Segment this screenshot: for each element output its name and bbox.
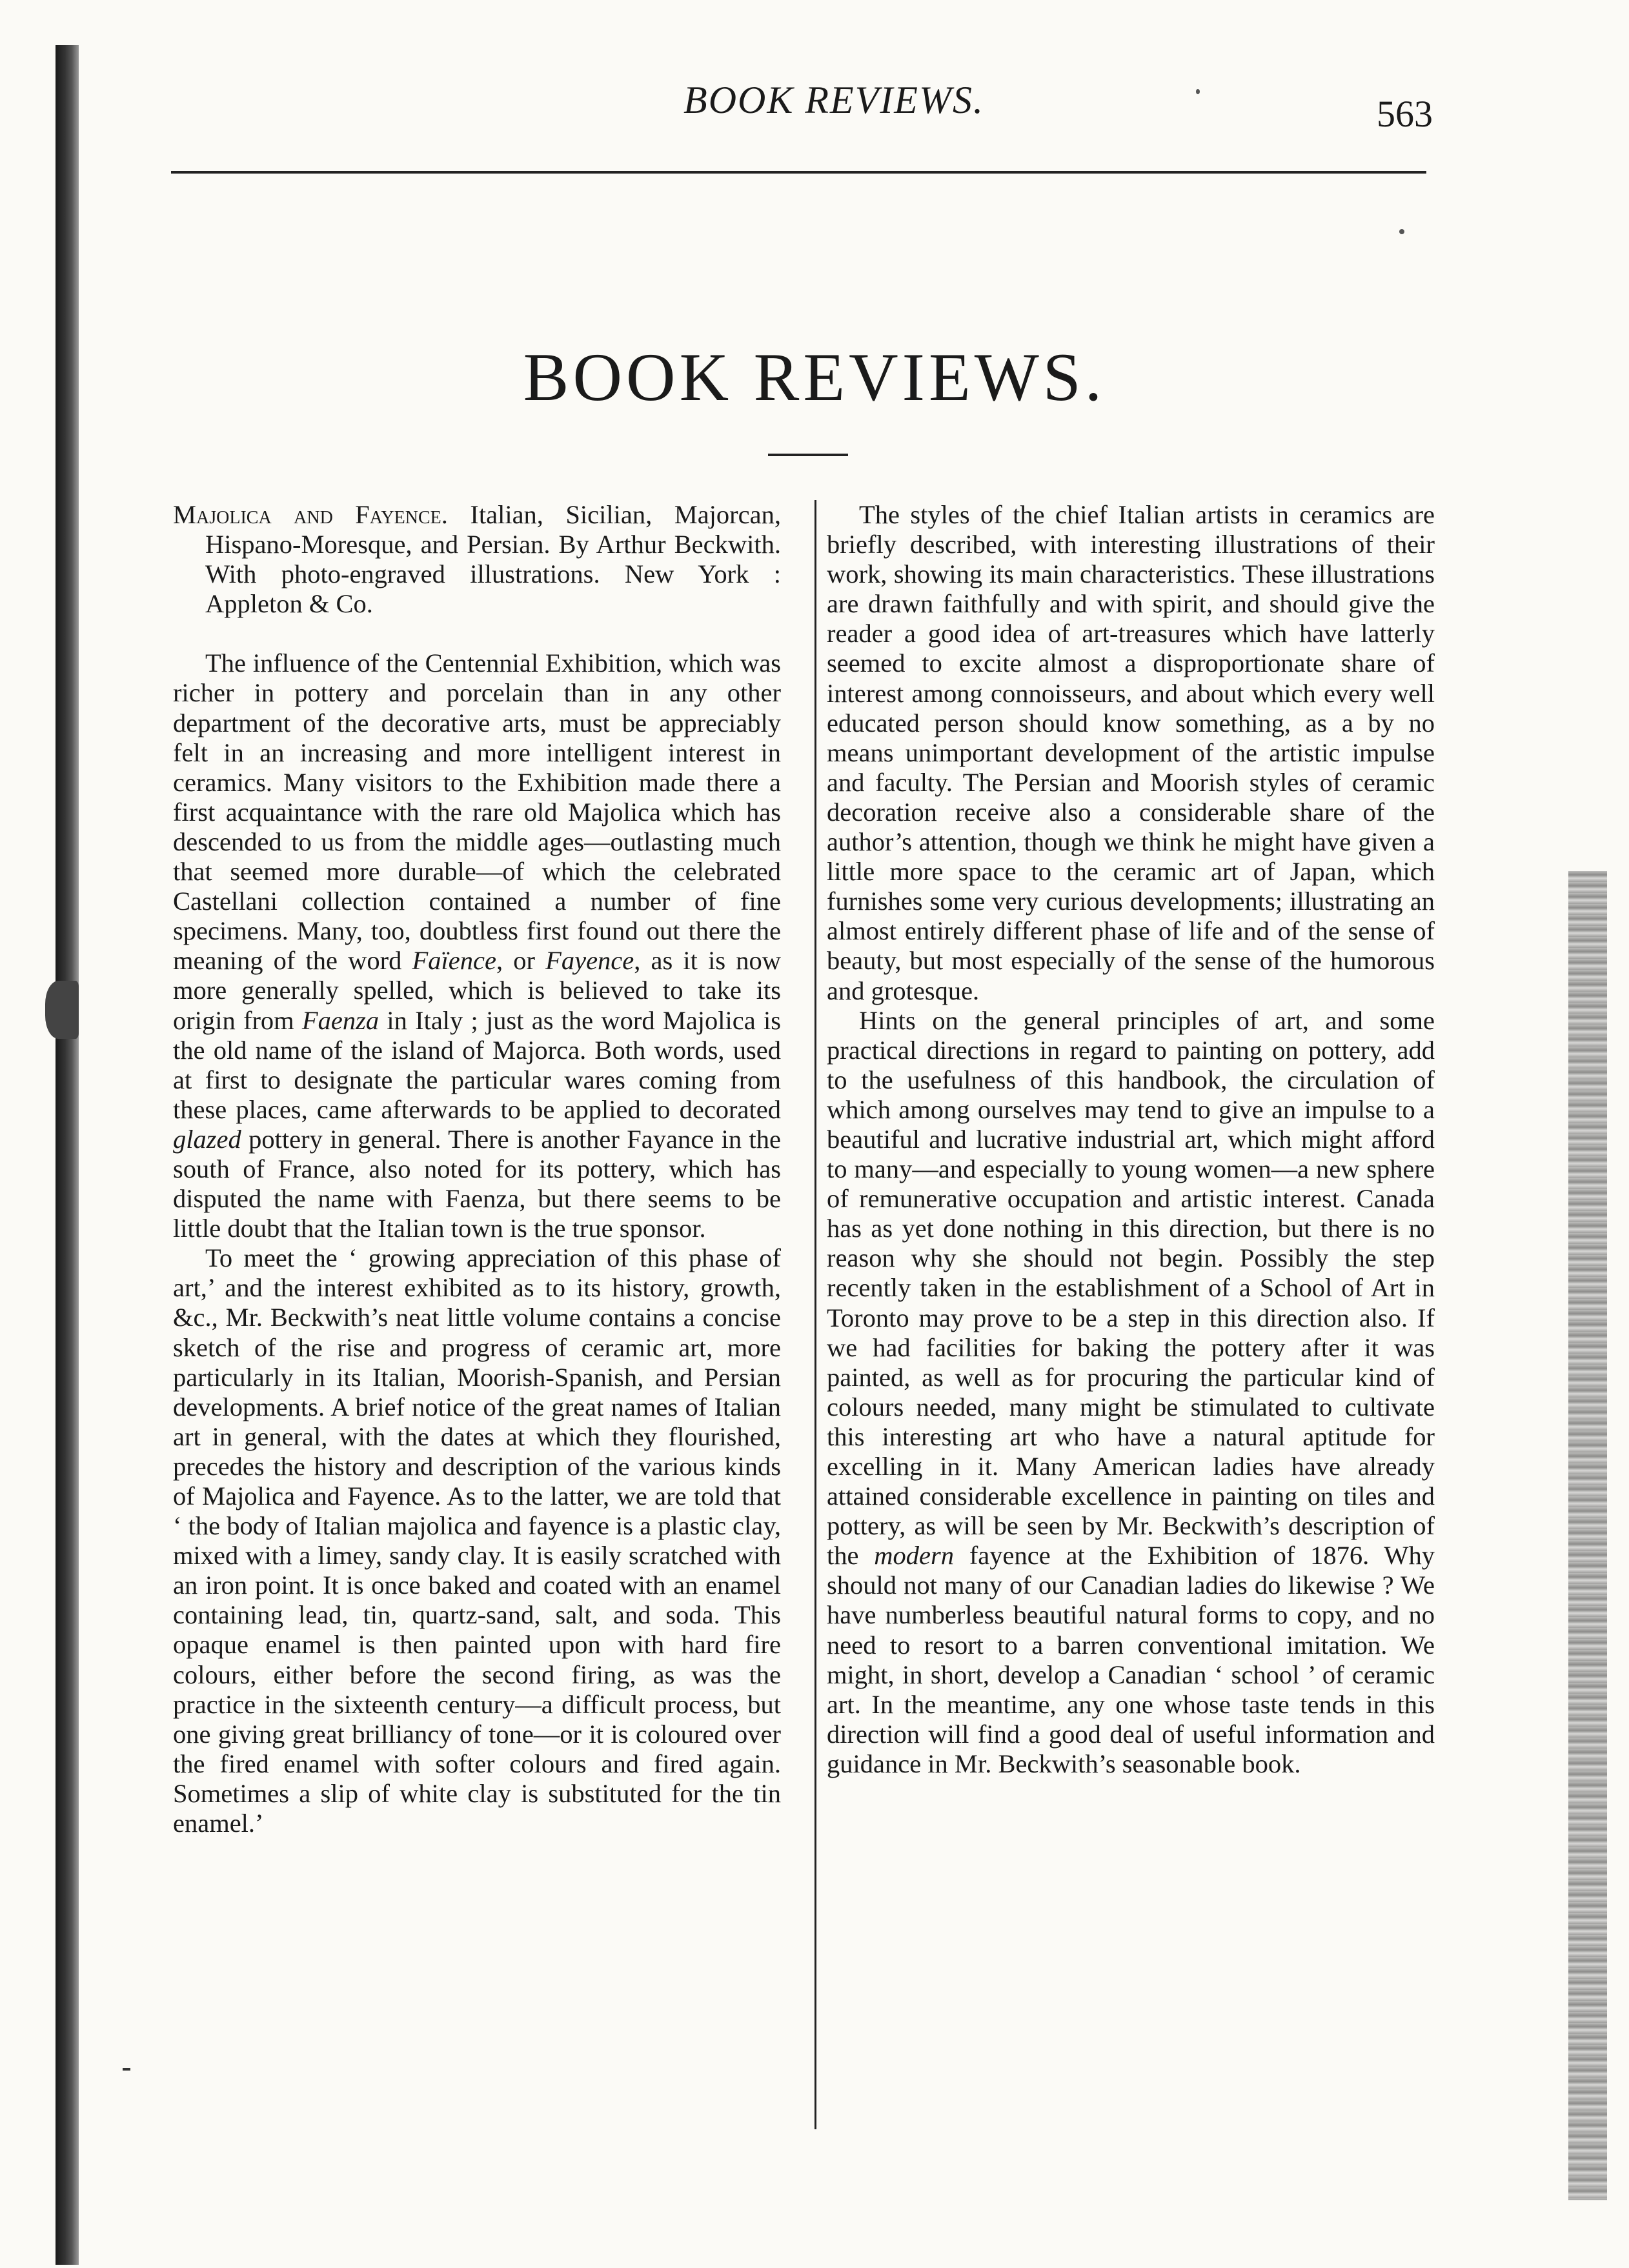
running-head: BOOK REVIEWS. [683, 79, 984, 121]
page-edge-shadow [1568, 871, 1607, 2200]
paragraph-text: , as it is now more generally spelled, which is believed to take its origin from [173, 946, 781, 1035]
paragraph [827, 500, 1435, 1006]
italic-term: glazed [173, 1124, 241, 1154]
title-rule [768, 454, 848, 456]
paragraph-text: Hints on the general principles of art, and some practical directions in regard to painting on pottery, add to the usefulness of this handbook, the circulation of which among ourselves may tend to give an impulse to a beautiful and lucrative industrial art, which might afford to many—and especially to young women—a new sphere of remunerative occupation and artistic interest. Canada has as yet done nothing in this direction, but there is no reason why she should not begin. Possibly the step recently taken in the establishment of a School of Art in Toronto may prove to be a step in this direction also. If we had facilities for baking the pottery after it was painted, as well as for procuring the particular kind of colours needed, many might be stimulated to cultivate this interesting art who have a natural aptitude for excelling in it. Many American ladies have already attained considerable excellence in painting on tiles and pottery, as will be seen by Mr. Beckwith’s description of the [827, 1005, 1435, 1571]
column-divider [814, 500, 816, 2129]
paragraph-text: The styles of the chief Italian artists in ceramics are briefly described, with interesting illustrations of their work, showing its main characteristics. These illustrations are drawn faithfully and with spirit, and should give the reader a good idea of art-treasures which have latterly seemed to excite almost a disproportionate share of interest among connoisseurs, and about which every well educated person should know something, as a by no means unimportant development of the artistic impulse and faculty. The Persian and Moorish styles of ceramic decoration receive also a considerable share of the author’s attention, though we think he might have given a little more space to the ceramic art of Japan, which furnishes some very curious developments; illustrating an almost entirely different phase of life and of the sense of beauty, but most especially of the sense of the humorous and grotesque. [827, 500, 1435, 1005]
header-rule [171, 171, 1426, 174]
right-column-body [827, 500, 1435, 1779]
section-title: BOOK REVIEWS. [523, 339, 1106, 415]
book-citation [173, 500, 781, 619]
paragraph-text: in Italy ; just as the word Majolica is the old name of the island of Majorca. Both words, used at first to designate the particular wares coming from these places, came afterwards to be applied to decorated [173, 1005, 781, 1124]
paragraph-text: The influence of the Centennial Exhibition, which was richer in pottery and porcelain than in any other department of the decorative arts, must be appreciably felt in an increasing and more intelligent interest in ceramics. Many visitors to the Exhibition made there a first acquaintance with the rare old Majolica which has descended to us from the middle ages—outlasting much that seemed more durable—of which the celebrated Castellani collection contained a number of fine specimens. Many, too, doubtless first found out there the meaning of the word [173, 648, 781, 976]
spine-blot [45, 981, 79, 1039]
paragraph-text: fayence at the Exhibition of 1876. Why should not many of our Canadian ladies do likewise ? We have numberless beautiful natural forms to copy, and no need to resort to a barren conventional imitation. We might, in short, develop a Canadian ‘ school ’ of ceramic art. In the meantime, any one whose taste tends in this direction will find a good deal of useful information and guidance in Mr. Beckwith’s seasonable book. [827, 1541, 1435, 1778]
paragraph-text: pottery in general. There is another Fayance in the south of France, also noted for its pottery, which has disputed the name with Faenza, but there seems to be little doubt that the Italian town is the true sponsor. [173, 1124, 781, 1243]
left-column-body [173, 648, 781, 1838]
right-column [827, 500, 1435, 1779]
italic-term: modern [874, 1541, 955, 1571]
ink-speck [1399, 229, 1404, 234]
book-spine-shadow [56, 45, 79, 2265]
page-number: 563 [1377, 93, 1433, 135]
italic-term: Fayence [545, 946, 634, 976]
book-details: Italian, Sicilian, Majorcan, Hispano-Moresque, and Persian. By Arthur Beckwith. With photo-engraved illustrations. New York : Appleton & Co. [205, 500, 782, 619]
paragraph [173, 648, 781, 1243]
paragraph-text: To meet the ‘ growing appreciation of this phase of art,’ and the interest exhibited as to its history, growth, &c., Mr. Beckwith’s neat little volume contains a concise sketch of the rise and progress of ceramic art, more particularly in its Italian, Moorish-Spanish, and Persian developments. A brief notice of the great names of Italian art in general, with the dates at which they flourished, precedes the history and description of the various kinds of Majolica and Fayence. As to the latter, we are told that ‘ the body of Italian majolica and fayence is a plastic clay, mixed with a limey, sandy clay. It is easily scratched with an iron point. It is once baked and coated with an enamel containing lead, tin, quartz-sand, salt, and soda. This opaque enamel is then painted upon with hard fire colours, either before the second firing, as was the practice in the sixteenth century—a difficult process, but one giving great brilliancy of tone—or it is coloured over the fired enamel with softer colours and fired again. Sometimes a slip of white clay is substituted for the tin enamel.’ [173, 1243, 781, 1838]
ink-speck [1196, 89, 1200, 94]
stray-mark [123, 2068, 130, 2071]
left-column [173, 500, 781, 1838]
paragraph [827, 1006, 1435, 1779]
paragraph [173, 1243, 781, 1838]
paragraph-text: , or [496, 946, 546, 976]
italic-term: Faenza [301, 1005, 379, 1035]
book-title: Majolica and Fayence. [173, 500, 448, 529]
italic-term: Faïence [412, 946, 496, 976]
